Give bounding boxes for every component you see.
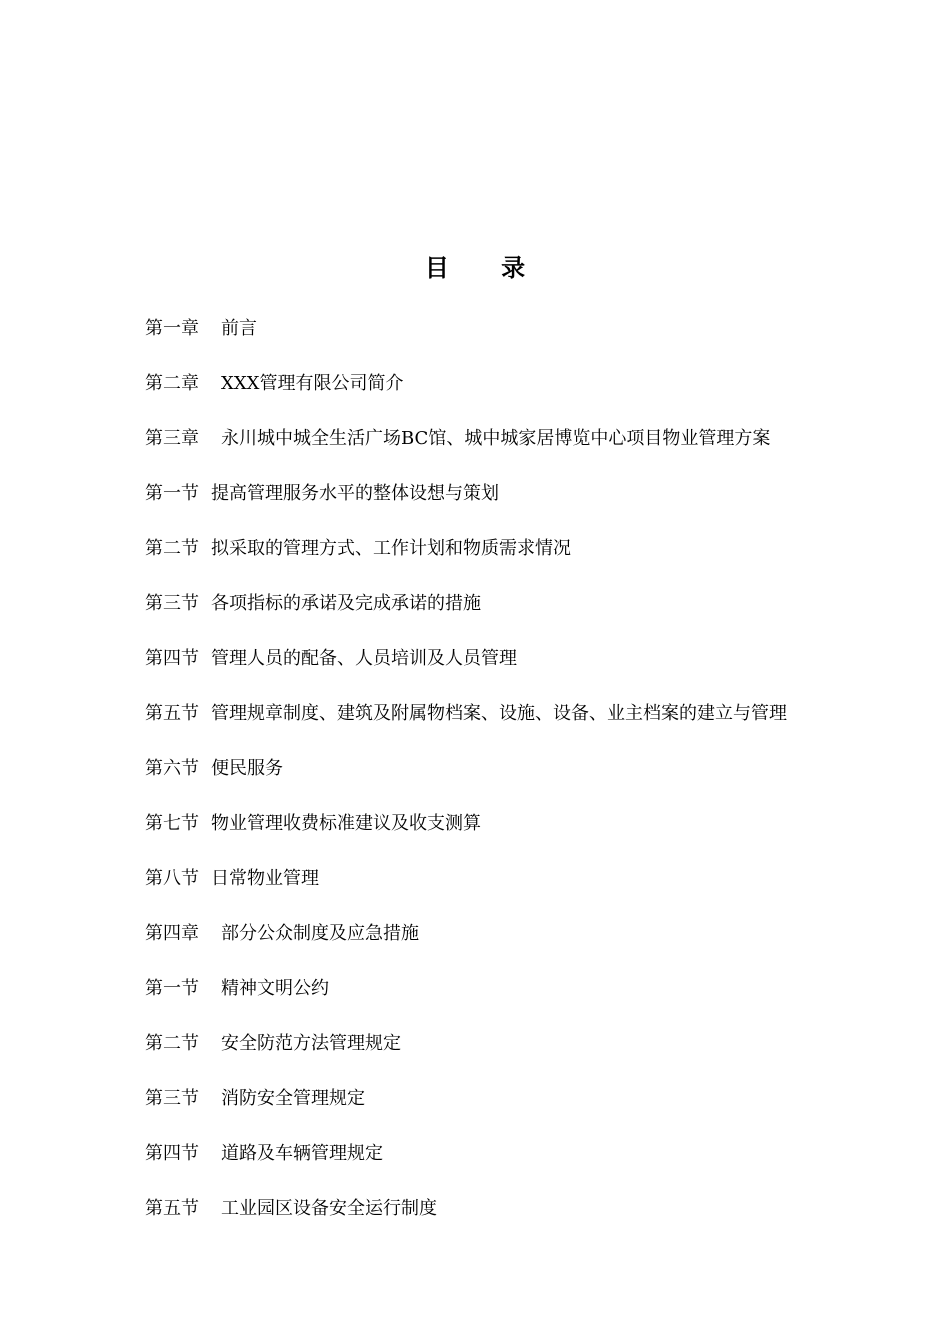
toc-entry-text: 道路及车辆管理规定 bbox=[221, 1143, 383, 1164]
toc-entry[interactable] bbox=[145, 808, 845, 863]
toc-entry-label: 第四节 bbox=[145, 1143, 199, 1164]
toc-entry[interactable] bbox=[145, 753, 845, 808]
toc-entry[interactable] bbox=[145, 1028, 845, 1083]
toc-entry[interactable] bbox=[145, 863, 845, 918]
toc-entry-text: 前言 bbox=[221, 318, 257, 339]
toc-entry-label: 第三节 bbox=[145, 1088, 199, 1109]
toc-entry-label: 第四章 bbox=[145, 923, 199, 944]
toc-entry[interactable] bbox=[145, 1083, 845, 1138]
toc-entry[interactable] bbox=[145, 368, 845, 423]
toc-entry-label: 第二章 bbox=[145, 373, 199, 394]
toc-entry-label: 第六节 bbox=[145, 758, 199, 779]
toc-entry-text: XXX管理有限公司简介 bbox=[221, 373, 404, 394]
toc-entry-text: 拟采取的管理方式、工作计划和物质需求情况 bbox=[211, 538, 571, 559]
toc-entry-label: 第四节 bbox=[145, 648, 199, 669]
toc-entry[interactable] bbox=[145, 423, 845, 478]
toc-entry[interactable] bbox=[145, 313, 845, 368]
toc-entry-text: 安全防范方法管理规定 bbox=[221, 1033, 401, 1054]
toc-entry-text: 精神文明公约 bbox=[221, 978, 329, 999]
toc-entry[interactable] bbox=[145, 478, 845, 533]
toc-entry[interactable] bbox=[145, 698, 845, 753]
toc-entry-label: 第二节 bbox=[145, 538, 199, 559]
toc-entry-label: 第五节 bbox=[145, 703, 199, 724]
toc-entry-text: 各项指标的承诺及完成承诺的措施 bbox=[211, 593, 481, 614]
toc-entry-text: 管理规章制度、建筑及附属物档案、设施、设备、业主档案的建立与管理 bbox=[211, 703, 787, 724]
toc-entry[interactable] bbox=[145, 588, 845, 643]
toc-entry[interactable] bbox=[145, 643, 845, 698]
toc-entry-label: 第五节 bbox=[145, 1198, 199, 1219]
toc-entry-label: 第三章 bbox=[145, 428, 199, 449]
toc-entry-text: 部分公众制度及应急措施 bbox=[221, 923, 419, 944]
toc-entry-text: 物业管理收费标准建议及收支测算 bbox=[211, 813, 481, 834]
toc-entry-label: 第七节 bbox=[145, 813, 199, 834]
toc-list bbox=[145, 313, 845, 1248]
toc-entry-text: 永川城中城全生活广场BC馆、城中城家居博览中心项目物业管理方案 bbox=[221, 428, 771, 449]
toc-entry[interactable] bbox=[145, 1193, 845, 1248]
toc-entry[interactable] bbox=[145, 1138, 845, 1193]
toc-entry-label: 第一节 bbox=[145, 483, 199, 504]
toc-entry[interactable] bbox=[145, 918, 845, 973]
toc-entry-text: 工业园区设备安全运行制度 bbox=[221, 1198, 437, 1219]
toc-entry[interactable] bbox=[145, 973, 845, 1028]
toc-entry-text: 日常物业管理 bbox=[211, 868, 319, 889]
toc-entry-text: 消防安全管理规定 bbox=[221, 1088, 365, 1109]
toc-entry-text: 便民服务 bbox=[211, 758, 283, 779]
toc-entry-label: 第八节 bbox=[145, 868, 199, 889]
toc-entry-label: 第一节 bbox=[145, 978, 199, 999]
toc-entry-label: 第一章 bbox=[145, 318, 199, 339]
toc-entry-text: 提高管理服务水平的整体设想与策划 bbox=[211, 483, 499, 504]
toc-title: 目 录 bbox=[424, 253, 548, 282]
toc-entry-text: 管理人员的配备、人员培训及人员管理 bbox=[211, 648, 517, 669]
toc-entry-label: 第二节 bbox=[145, 1033, 199, 1054]
toc-entry-label: 第三节 bbox=[145, 593, 199, 614]
toc-entry[interactable] bbox=[145, 533, 845, 588]
